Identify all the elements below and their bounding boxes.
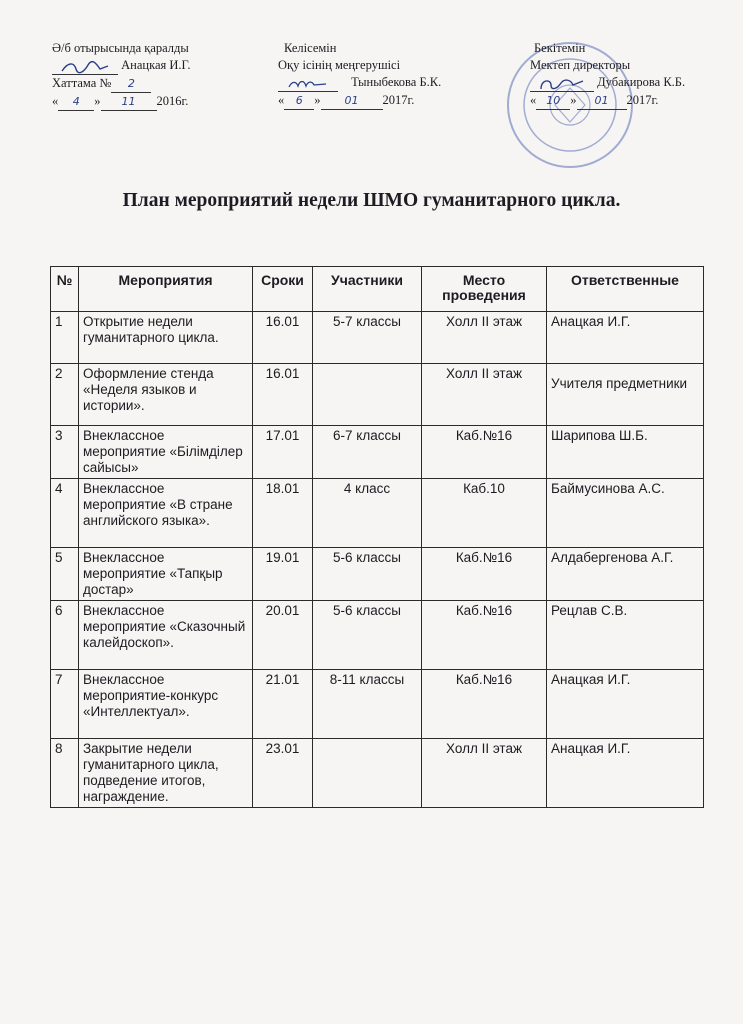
- cell-responsible: Баймусинова А.С.: [547, 479, 704, 548]
- agreed-date: [278, 92, 441, 110]
- cell-num: 1: [51, 312, 79, 364]
- cell-event: Внеклассное мероприятие-конкурс «Интеллектуал».: [79, 670, 253, 739]
- signature-mark: [52, 57, 118, 75]
- cell-date: 23.01: [253, 739, 313, 808]
- table-row: [51, 312, 704, 364]
- table-row: [51, 548, 704, 601]
- cell-place: Холл II этаж: [422, 312, 547, 364]
- date-quote-open: «: [278, 93, 285, 107]
- agreed-month: 01: [321, 92, 383, 110]
- table-row: [51, 739, 704, 808]
- header-date: Сроки: [253, 267, 313, 312]
- date-quote-close: »: [314, 93, 321, 107]
- cell-responsible: Анацкая И.Г.: [547, 739, 704, 808]
- approved-month: 01: [577, 92, 627, 110]
- cell-num: 2: [51, 364, 79, 426]
- reviewed-signature-line: [52, 57, 190, 75]
- agreed-year: 2017г.: [382, 93, 415, 107]
- approved-date: [530, 92, 685, 110]
- signature-icon: [60, 60, 110, 74]
- agreed-signature-name: Тыныбекова Б.К.: [351, 75, 442, 89]
- reviewed-heading: Ә/б отырысында қаралды: [52, 41, 189, 55]
- cell-place: Каб.№16: [422, 670, 547, 739]
- approved-year: 2017г.: [626, 93, 659, 107]
- header-responsible: Ответственные: [547, 267, 704, 312]
- date-quote-open: «: [52, 94, 59, 108]
- signature-icon: [537, 77, 587, 91]
- events-table: [50, 266, 704, 808]
- reviewed-date: [52, 93, 190, 111]
- cell-participants: 5-7 классы: [313, 312, 422, 364]
- cell-place: Каб.№16: [422, 548, 547, 601]
- cell-event: Оформление стенда «Неделя языков и истории».: [79, 364, 253, 426]
- table-row: [51, 670, 704, 739]
- header-participants: Участники: [313, 267, 422, 312]
- approval-reviewed: [52, 40, 190, 111]
- cell-responsible: Учителя предметники: [547, 364, 704, 426]
- table-row: [51, 601, 704, 670]
- cell-place: Холл II этаж: [422, 739, 547, 808]
- cell-date: 20.01: [253, 601, 313, 670]
- cell-place: Каб.10: [422, 479, 547, 548]
- cell-responsible: Рецлав С.В.: [547, 601, 704, 670]
- cell-participants: 5-6 классы: [313, 601, 422, 670]
- signature-mark: [278, 74, 338, 92]
- cell-event: Внеклассное мероприятие «Сказочный калейдоскоп».: [79, 601, 253, 670]
- cell-participants: [313, 364, 422, 426]
- header-place: Место проведения: [422, 267, 547, 312]
- cell-place: Каб.№16: [422, 601, 547, 670]
- cell-responsible: Анацкая И.Г.: [547, 312, 704, 364]
- date-quote-close: »: [94, 94, 101, 108]
- cell-participants: 4 класс: [313, 479, 422, 548]
- cell-participants: [313, 739, 422, 808]
- cell-num: 7: [51, 670, 79, 739]
- cell-participants: 8-11 классы: [313, 670, 422, 739]
- reviewed-signature-name: Анацкая И.Г.: [121, 58, 191, 72]
- cell-num: 4: [51, 479, 79, 548]
- approved-day: 10: [536, 92, 570, 110]
- cell-num: 6: [51, 601, 79, 670]
- cell-event: Открытие недели гуманитарного цикла.: [79, 312, 253, 364]
- signature-mark: [530, 74, 594, 92]
- cell-date: 16.01: [253, 312, 313, 364]
- protocol-number-sign: №: [99, 76, 112, 90]
- table-row: [51, 479, 704, 548]
- cell-date: 19.01: [253, 548, 313, 601]
- table-row: [51, 364, 704, 426]
- document-title: План мероприятий недели ШМО гуманитарного цикла.: [122, 190, 621, 211]
- cell-place: Холл II этаж: [422, 364, 547, 426]
- cell-participants: 6-7 классы: [313, 426, 422, 479]
- agreed-signature-line: [278, 74, 441, 92]
- cell-event: Внеклассное мероприятие «Тапқыр достар»: [79, 548, 253, 601]
- cell-num: 3: [51, 426, 79, 479]
- cell-place: Каб.№16: [422, 426, 547, 479]
- approved-heading: Бекітемін: [534, 41, 586, 55]
- cell-responsible: Анацкая И.Г.: [547, 670, 704, 739]
- cell-responsible: Шарипова Ш.Б.: [547, 426, 704, 479]
- reviewed-year: 2016г.: [156, 94, 189, 108]
- approved-signature-line: [530, 74, 685, 92]
- reviewed-day: 4: [58, 93, 94, 111]
- date-quote-close: »: [570, 93, 577, 107]
- cell-date: 21.01: [253, 670, 313, 739]
- cell-date: 18.01: [253, 479, 313, 548]
- cell-date: 16.01: [253, 364, 313, 426]
- date-quote-open: «: [530, 93, 537, 107]
- table-header-row: [51, 267, 704, 312]
- header-num: №: [51, 267, 79, 312]
- cell-num: 5: [51, 548, 79, 601]
- reviewed-month: 11: [101, 93, 157, 111]
- protocol-line: [52, 75, 190, 93]
- cell-date: 17.01: [253, 426, 313, 479]
- agreed-position: Оқу ісінің меңгерушісі: [278, 58, 401, 72]
- protocol-number: 2: [111, 75, 151, 93]
- approved-position: Мектеп директоры: [530, 58, 631, 72]
- agreed-day: 6: [284, 92, 314, 110]
- cell-event: Внеклассное мероприятие «Білімділер сайысы»: [79, 426, 253, 479]
- agreed-heading: Келісемін: [284, 41, 337, 55]
- signature-icon: [286, 77, 330, 91]
- cell-event: Внеклассное мероприятие «В стране английского языка».: [79, 479, 253, 548]
- cell-participants: 5-6 классы: [313, 548, 422, 601]
- approved-signature-name: Дубакирова К.Б.: [597, 75, 686, 89]
- approval-agreed: [278, 40, 441, 110]
- header-event: Мероприятия: [79, 267, 253, 312]
- protocol-label: Хаттама: [52, 76, 97, 90]
- cell-event: Закрытие недели гуманитарного цикла, подведение итогов, награждение.: [79, 739, 253, 808]
- cell-responsible: Алдабергенова А.Г.: [547, 548, 704, 601]
- approval-approved: [530, 40, 685, 110]
- table-row: [51, 426, 704, 479]
- cell-num: 8: [51, 739, 79, 808]
